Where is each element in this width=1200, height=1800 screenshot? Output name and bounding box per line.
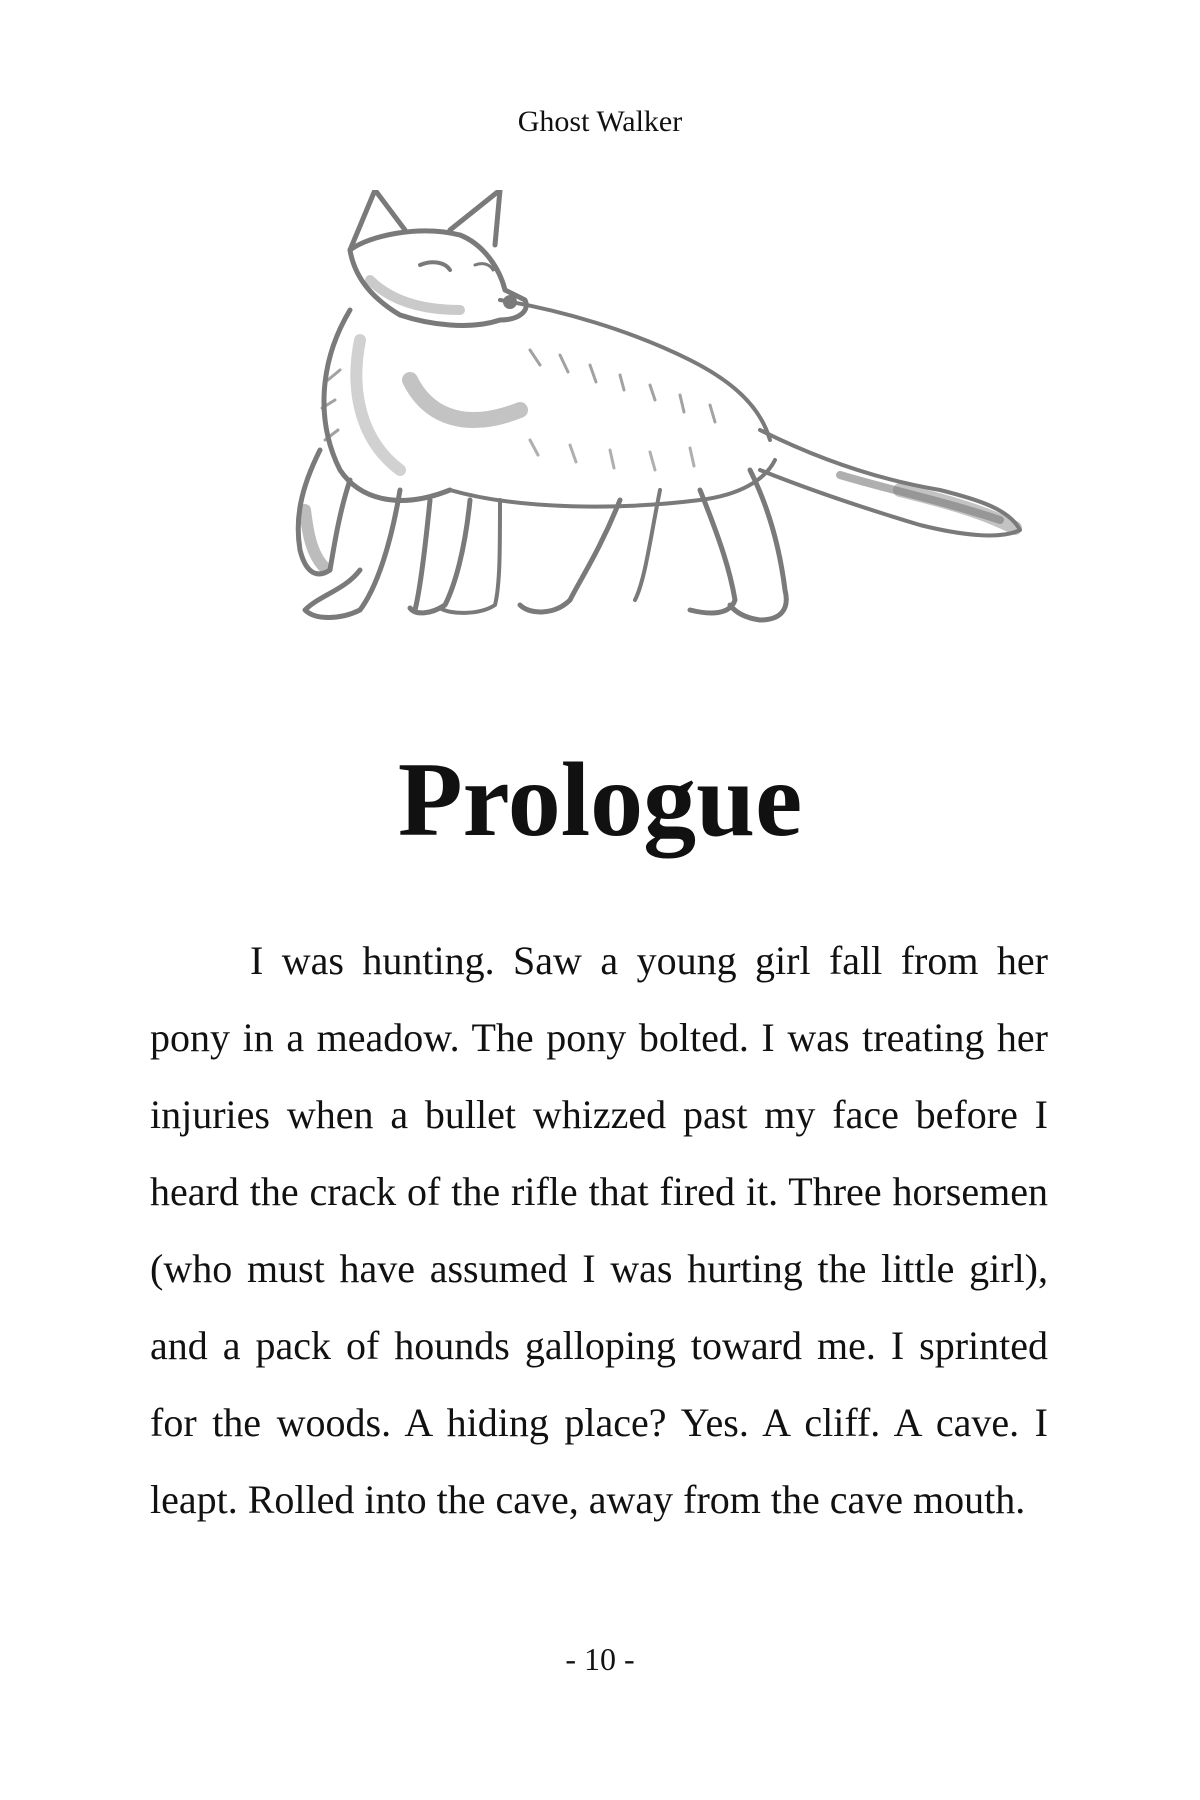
body-paragraph: I was hunting. Saw a young girl fall from her pony in a meadow. The pony bolted. I was treating her injuries when a bullet whizzed past my face before I heard the crack of the rifle that fired it. Three horsemen (who must have assumed I was hurting the little girl), and a pack of hounds galloping toward me. I sprinted for the woods. A hiding place? Yes. A cliff. A cave. I leapt. Rolled into the cave, away from the cave mouth. <box>150 938 1048 1522</box>
chapter-title: Prologue <box>397 741 803 858</box>
running-head: Ghost Walker <box>517 105 683 138</box>
wolf-illustration-icon <box>200 190 1040 730</box>
page-number: - 10 - <box>565 1641 635 1677</box>
